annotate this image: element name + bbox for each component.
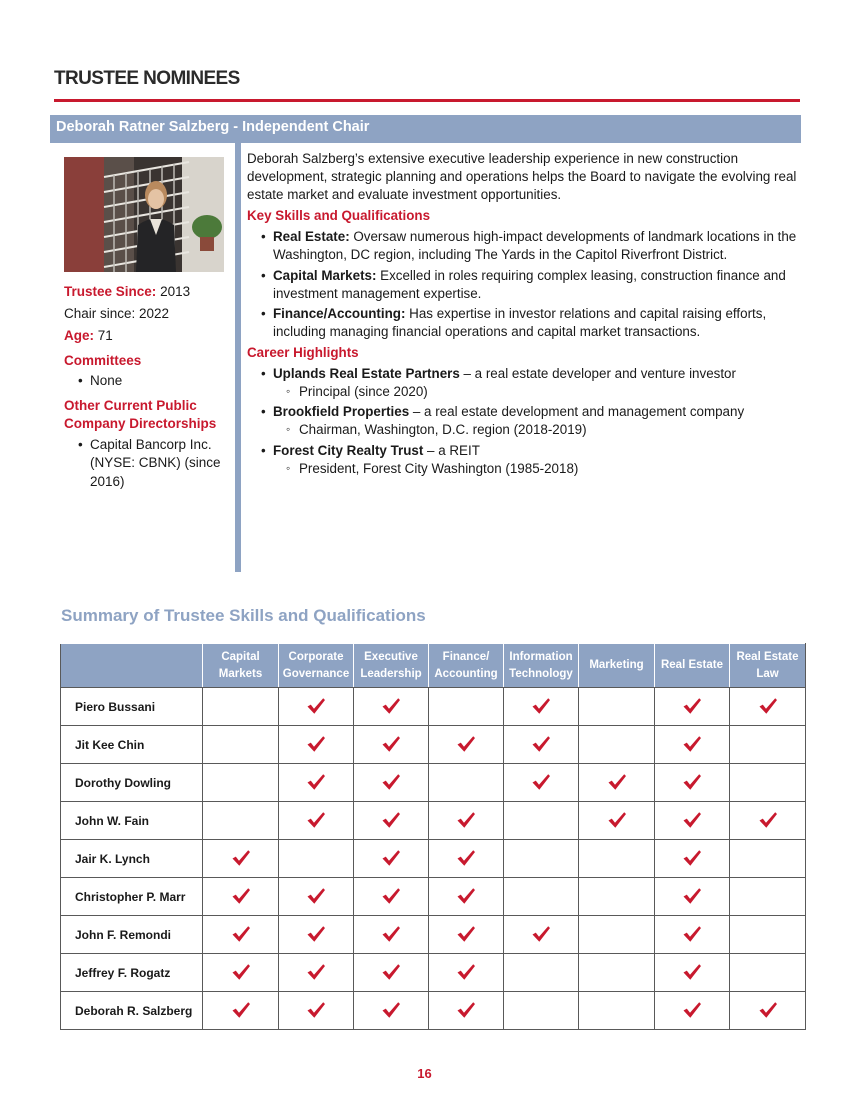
list-item [261, 305, 803, 341]
career-role: ◦ President, Forest City Washington (1985-2018) [273, 460, 803, 478]
skill-cell [279, 916, 354, 954]
checkmark-icon [682, 1001, 702, 1019]
skill-label: Capital Markets: [273, 267, 377, 283]
skill-cell [203, 954, 279, 992]
checkmark-icon [531, 773, 551, 791]
trustee-name: John F. Remondi [61, 916, 203, 954]
skill-cell [279, 992, 354, 1030]
skill-cell [279, 954, 354, 992]
title-divider [54, 99, 800, 102]
skills-heading: Key Skills and Qualifications [247, 208, 431, 224]
skill-cell [504, 878, 579, 916]
skill-text: Excelled in roles requiring complex leasing, construction finance and investment management expertise. [273, 267, 786, 301]
trustee-since [64, 283, 232, 302]
checkmark-icon [682, 887, 702, 905]
skill-cell [354, 916, 429, 954]
skill-cell [730, 802, 806, 840]
checkmark-icon [231, 925, 251, 943]
career-list [261, 365, 803, 478]
checkmark-icon [231, 849, 251, 867]
checkmark-icon [456, 735, 476, 753]
skill-cell [655, 726, 730, 764]
skill-cell [504, 992, 579, 1030]
skill-cell [429, 878, 504, 916]
skill-cell [279, 726, 354, 764]
column-header: Capital Markets [203, 644, 279, 688]
skill-cell [354, 764, 429, 802]
career-role: ◦ Principal (since 2020) [273, 383, 803, 401]
checkmark-icon [607, 773, 627, 791]
checkmark-icon [306, 963, 326, 981]
checkmark-icon [381, 1001, 401, 1019]
table-row [61, 840, 806, 878]
list-item [261, 365, 803, 401]
column-header: Real Estate [655, 644, 730, 688]
checkmark-icon [231, 1001, 251, 1019]
checkmark-icon [758, 1001, 778, 1019]
skill-cell [504, 688, 579, 726]
chair-since: Chair since: 2022 [64, 305, 170, 321]
skill-cell [655, 840, 730, 878]
checkmark-icon [758, 811, 778, 829]
trustee-name: John W. Fain [61, 802, 203, 840]
list-item [261, 267, 803, 303]
skill-cell [279, 764, 354, 802]
skill-cell [504, 916, 579, 954]
skill-cell [354, 840, 429, 878]
table-header-row [61, 644, 806, 688]
checkmark-icon [682, 735, 702, 753]
skill-cell [504, 840, 579, 878]
checkmark-icon [381, 773, 401, 791]
skill-cell [579, 688, 655, 726]
checkmark-icon [682, 963, 702, 981]
skills-list [261, 228, 803, 341]
skill-cell [429, 916, 504, 954]
career-desc: – a real estate developer and venture investor [459, 365, 736, 381]
career-role: ◦ Chairman, Washington, D.C. region (2018-2019) [273, 421, 803, 439]
career-org: Brookfield Properties [273, 404, 410, 420]
table-row [61, 954, 806, 992]
skill-label: Real Estate: [273, 229, 350, 245]
list-item [261, 403, 803, 439]
skill-cell [429, 764, 504, 802]
checkmark-icon [306, 925, 326, 943]
age-value: 71 [97, 328, 113, 343]
skill-cell [203, 916, 279, 954]
checkmark-icon [381, 963, 401, 981]
checkmark-icon [456, 925, 476, 943]
trustee-since-label: Trustee Since: [64, 284, 157, 299]
checkmark-icon [456, 963, 476, 981]
checkmark-icon [306, 773, 326, 791]
nominee-photo [64, 157, 224, 272]
skill-cell [354, 878, 429, 916]
trustee-name: Deborah R. Salzberg [61, 992, 203, 1030]
checkmark-icon [682, 925, 702, 943]
skill-cell [579, 802, 655, 840]
column-header: Executive Leadership [354, 644, 429, 688]
column-header-name [61, 644, 203, 688]
age [64, 327, 232, 346]
career-heading: Career Highlights [247, 344, 359, 360]
checkmark-icon [531, 697, 551, 715]
bio-intro: Deborah Salzberg’s extensive executive leadership experience in new construction development, strategic planning and operations helps the Board to navigate the evolving real estate market and evaluate investment opportunities. [247, 151, 797, 202]
checkmark-icon [456, 811, 476, 829]
skill-cell [504, 726, 579, 764]
skill-cell [730, 764, 806, 802]
skill-cell [203, 992, 279, 1030]
skill-cell [579, 764, 655, 802]
page-number: 16 [417, 1066, 432, 1081]
skill-cell [203, 688, 279, 726]
skill-cell [730, 916, 806, 954]
checkmark-icon [381, 735, 401, 753]
trustee-name: Jair K. Lynch [61, 840, 203, 878]
checkmark-icon [231, 887, 251, 905]
skill-cell [504, 954, 579, 992]
skill-cell [354, 954, 429, 992]
skill-cell [279, 688, 354, 726]
skill-cell [655, 764, 730, 802]
skill-cell [579, 878, 655, 916]
skill-cell [579, 840, 655, 878]
skill-text: Has expertise in investor relations and capital raising efforts, including managing financial operations and capital market transactions. [273, 306, 767, 340]
checkmark-icon [381, 925, 401, 943]
checkmark-icon [381, 811, 401, 829]
column-header: Corporate Governance [279, 644, 354, 688]
page-title: TRUSTEE NOMINEES [54, 68, 240, 89]
skill-cell [429, 840, 504, 878]
checkmark-icon [607, 811, 627, 829]
table-row [61, 878, 806, 916]
career-org: Uplands Real Estate Partners [273, 365, 460, 381]
career-org: Forest City Realty Trust [273, 442, 424, 458]
skill-cell [730, 840, 806, 878]
skill-cell [655, 878, 730, 916]
skill-cell [203, 878, 279, 916]
skill-cell [579, 916, 655, 954]
checkmark-icon [231, 963, 251, 981]
table-row [61, 992, 806, 1030]
table-row [61, 802, 806, 840]
checkmark-icon [682, 773, 702, 791]
skill-cell [279, 878, 354, 916]
trustee-name: Jeffrey F. Rogatz [61, 954, 203, 992]
list-item [261, 442, 803, 478]
skill-cell [354, 802, 429, 840]
committees-list [78, 372, 232, 391]
skill-cell [579, 954, 655, 992]
skill-cell [655, 916, 730, 954]
checkmark-icon [682, 849, 702, 867]
checkmark-icon [531, 925, 551, 943]
checkmark-icon [456, 1001, 476, 1019]
career-desc: – a real estate development and management company [409, 404, 745, 420]
column-header: Information Technology [504, 644, 579, 688]
trustee-name: Piero Bussani [61, 688, 203, 726]
skill-cell [504, 802, 579, 840]
skill-cell [730, 688, 806, 726]
skill-cell [655, 688, 730, 726]
committees-heading: Committees [64, 352, 142, 368]
skill-cell [279, 840, 354, 878]
skill-label: Finance/Accounting: [273, 306, 406, 322]
career-desc: – a REIT [423, 442, 480, 458]
skill-cell [354, 726, 429, 764]
skill-cell [203, 726, 279, 764]
skill-cell [730, 954, 806, 992]
skill-cell [203, 764, 279, 802]
checkmark-icon [682, 811, 702, 829]
skill-cell [203, 840, 279, 878]
nominee-bio [247, 150, 803, 481]
trustee-since-value: 2013 [160, 284, 191, 299]
skill-cell [504, 764, 579, 802]
skill-cell [279, 802, 354, 840]
trustee-name: Jit Kee Chin [61, 726, 203, 764]
list-item: • Capital Bancorp Inc. (NYSE: CBNK) (since 2016) [78, 436, 228, 492]
column-header: Marketing [579, 644, 655, 688]
skill-cell [730, 992, 806, 1030]
skill-cell [429, 802, 504, 840]
skill-cell [354, 992, 429, 1030]
skill-cell [655, 992, 730, 1030]
checkmark-icon [531, 735, 551, 753]
checkmark-icon [381, 849, 401, 867]
checkmark-icon [456, 849, 476, 867]
list-item [261, 228, 803, 264]
directorships-list [78, 436, 232, 492]
skills-matrix-body [61, 688, 806, 1030]
checkmark-icon [456, 887, 476, 905]
skill-cell [730, 726, 806, 764]
checkmark-icon [682, 697, 702, 715]
column-header: Real Estate Law [730, 644, 806, 688]
skill-cell [655, 802, 730, 840]
skill-text: Oversaw numerous high-impact developments of landmark locations in the Washington, DC region, including The Yards in the Capitol Riverfront District. [273, 229, 797, 262]
checkmark-icon [306, 697, 326, 715]
skill-cell [730, 878, 806, 916]
table-row [61, 764, 806, 802]
skill-cell [655, 954, 730, 992]
checkmark-icon [758, 697, 778, 715]
table-row [61, 916, 806, 954]
skill-cell [354, 688, 429, 726]
column-header: Finance/ Accounting [429, 644, 504, 688]
table-row [61, 726, 806, 764]
skill-cell [579, 992, 655, 1030]
checkmark-icon [306, 887, 326, 905]
table-row [61, 688, 806, 726]
nominee-facts [64, 283, 232, 497]
checkmark-icon [381, 697, 401, 715]
summary-title: Summary of Trustee Skills and Qualifications [61, 606, 426, 625]
skill-cell [579, 726, 655, 764]
skill-cell [429, 726, 504, 764]
skill-cell [429, 688, 504, 726]
checkmark-icon [306, 735, 326, 753]
skill-cell [429, 992, 504, 1030]
checkmark-icon [306, 1001, 326, 1019]
checkmark-icon [381, 887, 401, 905]
skill-cell [203, 802, 279, 840]
trustee-name: Dorothy Dowling [61, 764, 203, 802]
nominee-header: Deborah Ratner Salzberg - Independent Chair [50, 115, 801, 143]
age-label: Age: [64, 328, 94, 343]
directorships-heading: Other Current Public Company Directorships [64, 397, 217, 431]
list-item: • None [78, 372, 232, 391]
trustee-name: Christopher P. Marr [61, 878, 203, 916]
column-divider [235, 143, 241, 572]
checkmark-icon [306, 811, 326, 829]
skill-cell [429, 954, 504, 992]
skills-matrix-table [60, 643, 806, 1030]
